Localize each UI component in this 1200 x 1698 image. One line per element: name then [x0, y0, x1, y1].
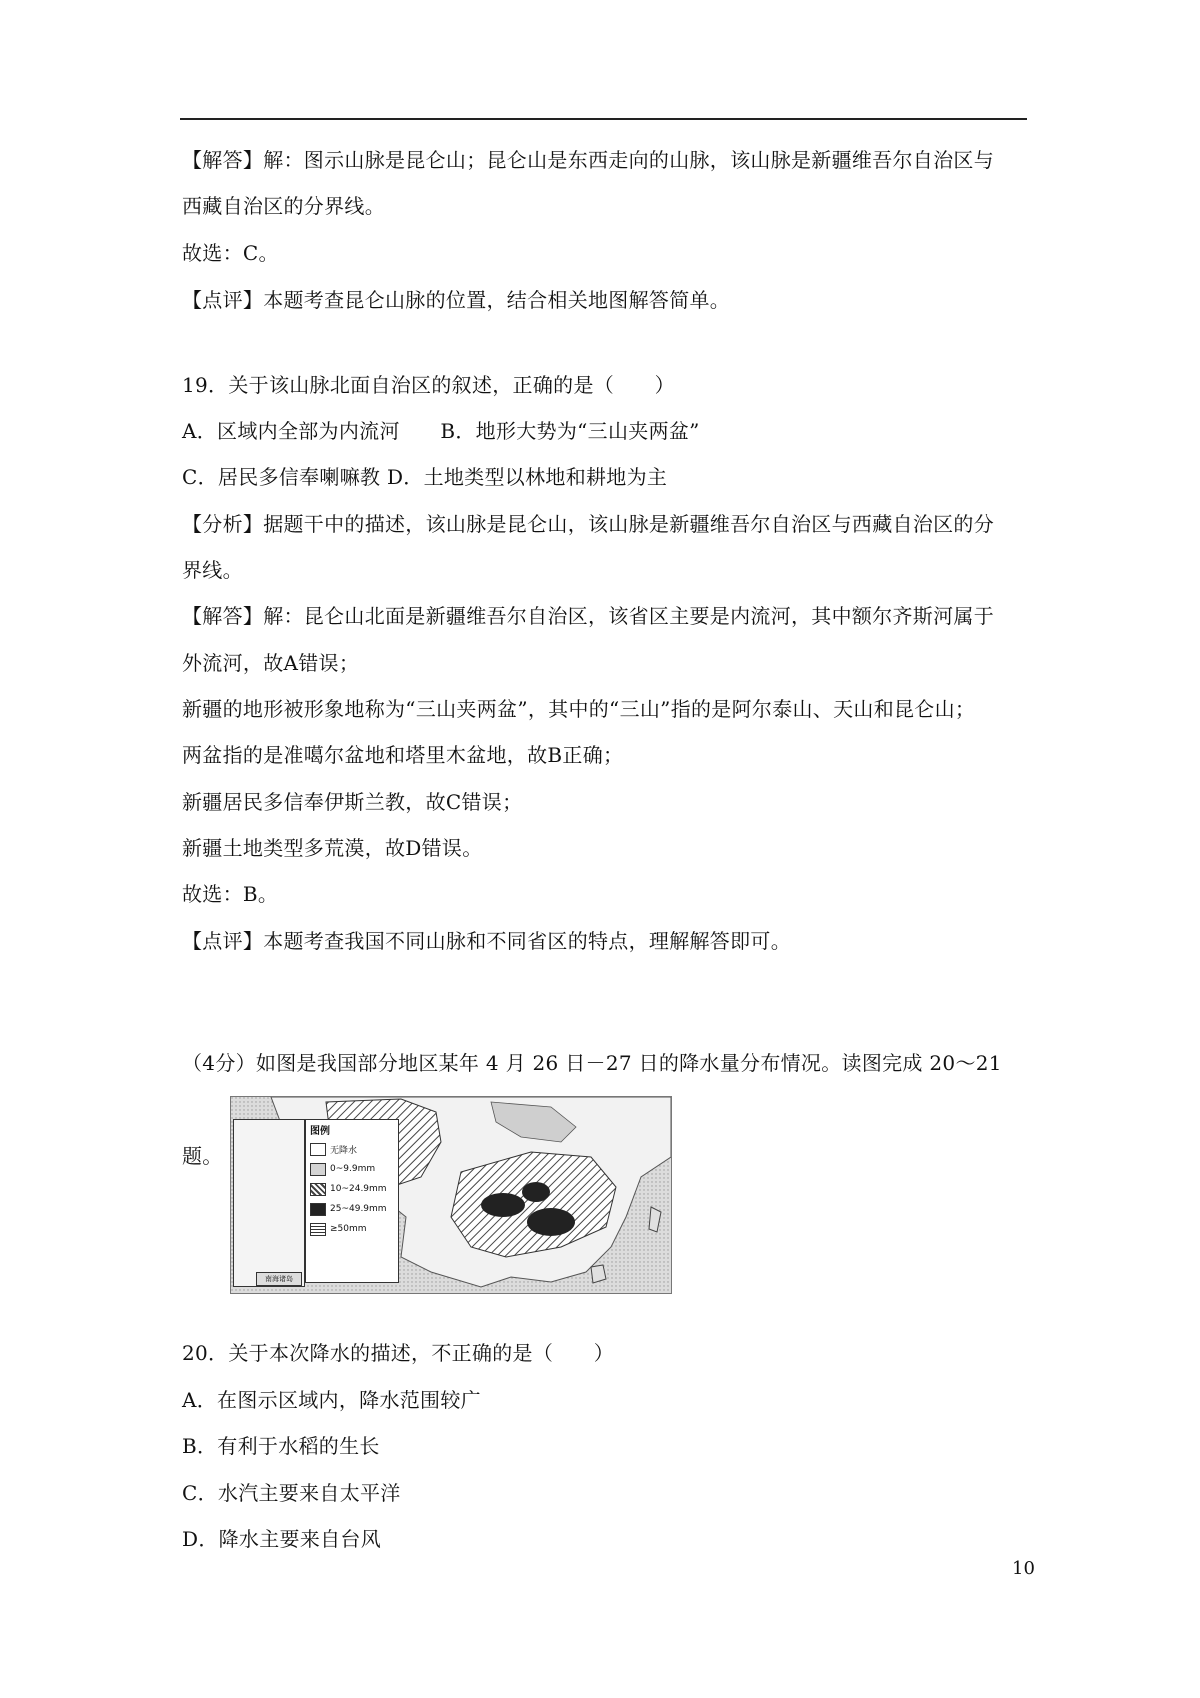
choice-line: 故选：C。 [182, 241, 279, 265]
legend-swatch [310, 1143, 326, 1156]
legend-label: ≥50mm [330, 1224, 367, 1234]
comment-line: 【点评】本题考查我国不同山脉和不同省区的特点，理解解答即可。 [182, 929, 791, 953]
question-19: 19．关于该山脉北面自治区的叙述，正确的是（ ） [182, 373, 675, 397]
answer-line: 外流河，故A错误； [182, 651, 360, 675]
legend-item [310, 1222, 367, 1236]
option-b: B．有利于水稻的生长 [182, 1434, 380, 1458]
question-19-options-cd: C．居民多信奉喇嘛教 D．土地类型以林地和耕地为主 [182, 465, 668, 489]
legend-swatch [310, 1223, 326, 1236]
answer-line: 新疆土地类型多荒漠，故D错误。 [182, 836, 483, 860]
legend-label: 0~9.9mm [330, 1164, 376, 1174]
legend-item [310, 1202, 387, 1216]
option-a: A．在图示区域内，降水范围较广 [182, 1388, 481, 1412]
header-rule [180, 118, 1027, 120]
legend-label: 无降水 [330, 1145, 358, 1156]
legend-swatch [310, 1203, 326, 1216]
question-intro-tail: 题。 [182, 1144, 223, 1168]
analysis-line: 【分析】据题干中的描述，该山脉是昆仑山，该山脉是新疆维吾尔自治区与西藏自治区的分 [182, 512, 994, 536]
answer-paragraph-line: 西藏自治区的分界线。 [182, 194, 385, 218]
legend-label: 25~49.9mm [330, 1204, 387, 1214]
legend-swatch [310, 1183, 326, 1196]
answer-line: 【解答】解：昆仑山北面是新疆维吾尔自治区，该省区主要是内流河，其中额尔齐斯河属于 [182, 604, 994, 628]
inset-caption: 南海诸岛 [256, 1272, 302, 1286]
answer-paragraph-line: 【解答】解：图示山脉是昆仑山；昆仑山是东西走向的山脉，该山脉是新疆维吾尔自治区与 [182, 148, 994, 172]
comment-line: 【点评】本题考查昆仑山脉的位置，结合相关地图解答简单。 [182, 288, 731, 312]
question-19-options-ab: A．区域内全部为内流河 B．地形大势为“三山夹两盆” [182, 419, 700, 443]
legend-label: 10~24.9mm [330, 1184, 387, 1194]
legend-swatch [310, 1163, 326, 1176]
answer-line: 两盆指的是准噶尔盆地和塔里木盆地，故B正确； [182, 743, 624, 767]
option-c: C．水汽主要来自太平洋 [182, 1481, 401, 1505]
analysis-line: 界线。 [182, 558, 243, 582]
map-legend [305, 1119, 399, 1283]
option-d: D．降水主要来自台风 [182, 1527, 382, 1551]
page-number: 10 [1012, 1558, 1035, 1579]
legend-item [310, 1142, 357, 1156]
question-intro: （4分）如图是我国部分地区某年 4 月 26 日－27 日的降水量分布情况。读图完成 20～21 [182, 1051, 1002, 1075]
question-20: 20．关于本次降水的描述，不正确的是（ ） [182, 1341, 615, 1365]
precipitation-map [230, 1096, 672, 1294]
choice-line: 故选：B。 [182, 882, 279, 906]
south-china-sea-inset [233, 1119, 305, 1287]
legend-item [310, 1162, 375, 1176]
legend-item [310, 1182, 387, 1196]
answer-line: 新疆的地形被形象地称为“三山夹两盆”，其中的“三山”指的是阿尔泰山、天山和昆仑山； [182, 697, 976, 721]
legend-title: 图例 [310, 1126, 330, 1137]
answer-line: 新疆居民多信奉伊斯兰教，故C错误； [182, 790, 523, 814]
